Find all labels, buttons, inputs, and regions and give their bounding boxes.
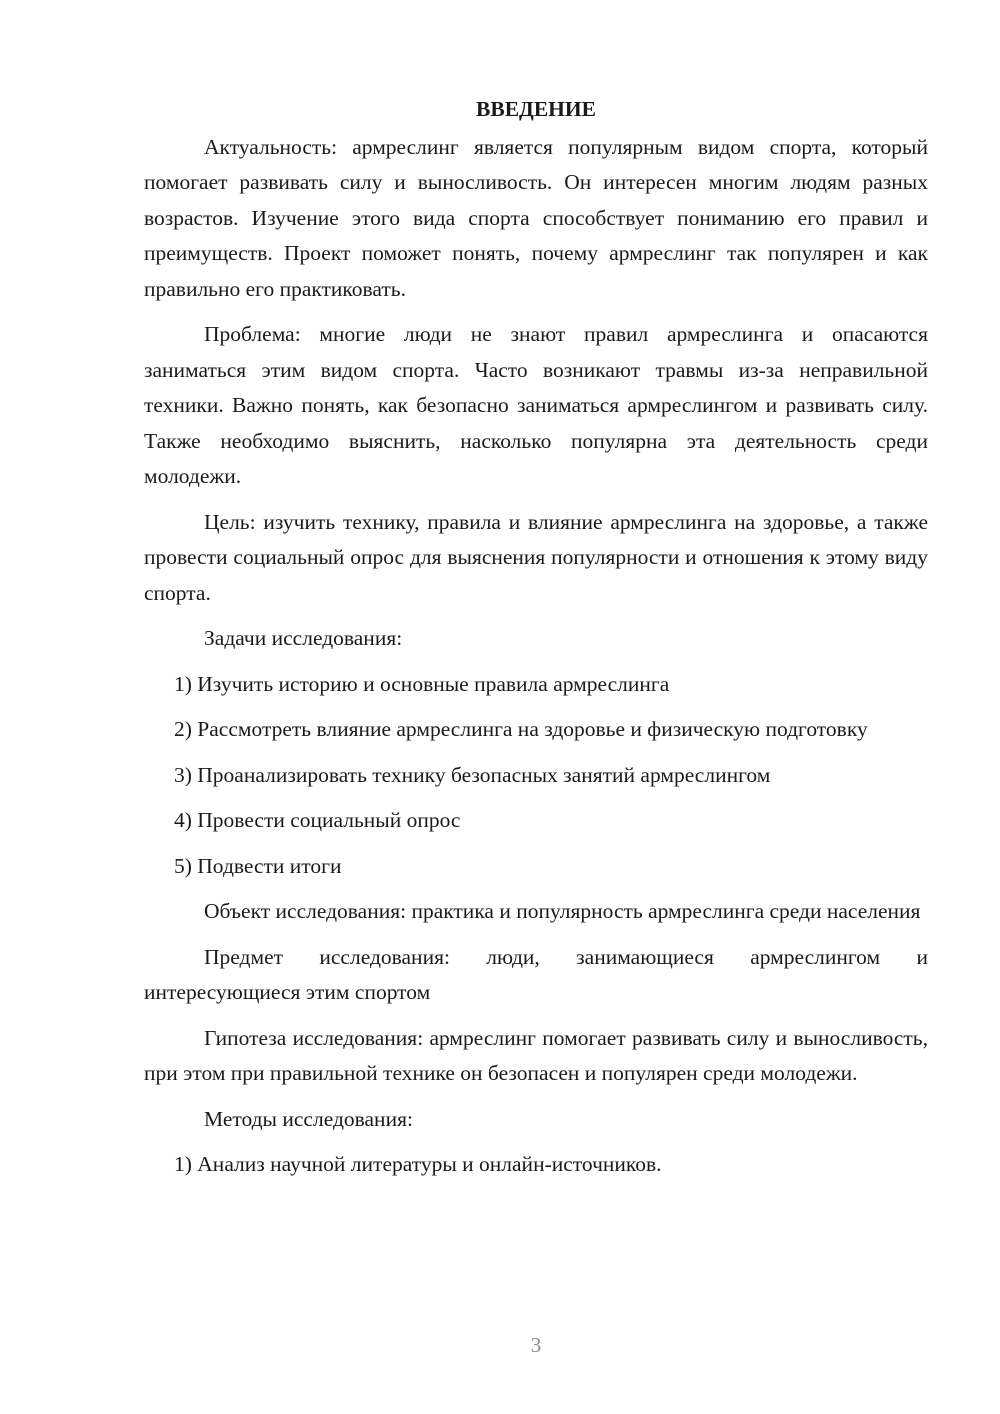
task-item: 2) Рассмотреть влияние армреслинга на здоровье и физическую подготовку [174,717,868,741]
task-item: 1) Изучить историю и основные правила армреслинга [174,671,670,696]
document-page [144,92,928,1193]
hypothesis-paragraph: Гипотеза исследования: армреслинг помогает развивать силу и выносливость, при этом при правильной технике он безопасен и популярен среди молодежи. [144,1025,928,1085]
task-item: 4) Провести социальный опрос [174,808,461,832]
page-number: 3 [530,1333,542,1357]
problem-paragraph: Проблема: многие люди не знают правил армреслинга и опасаются заниматься этим видом спорта. Часто возникают травмы из-за неправильной техники. Важно понять, как безопасно заниматься армреслингом и развивать силу. Также необходимо выяснить, насколько популярна эта деятельность среди молодежи. [144,322,928,488]
section-title: ВВЕДЕНИЕ [476,97,596,121]
relevance-paragraph: Актуальность: армреслинг является популярным видом спорта, который помогает развивать силу и выносливость. Он интересен многим людям разных возрастов. Изучение этого вида спорта способствует пониманию его правил и преимуществ. Проект поможет понять, почему армреслинг так популярен и как правильно его практиковать. [144,134,928,301]
task-item: 5) Подвести итоги [174,853,342,878]
task-item: 3) Проанализировать технику безопасных занятий армреслингом [174,762,771,787]
method-item: 1) Анализ научной литературы и онлайн-источников. [174,1152,662,1176]
methods-heading: Методы исследования: [204,1106,413,1131]
object-paragraph: Объект исследования: практика и популярность армреслинга среди населения [204,899,921,923]
subject-paragraph: Предмет исследования: люди, занимающиеся армреслингом и интересующиеся этим спортом [144,944,928,1004]
goal-paragraph: Цель: изучить технику, правила и влияние армреслинга на здоровье, а также провести социальный опрос для выяснения популярности и отношения к этому виду спорта. [144,509,928,605]
tasks-heading: Задачи исследования: [204,626,403,650]
